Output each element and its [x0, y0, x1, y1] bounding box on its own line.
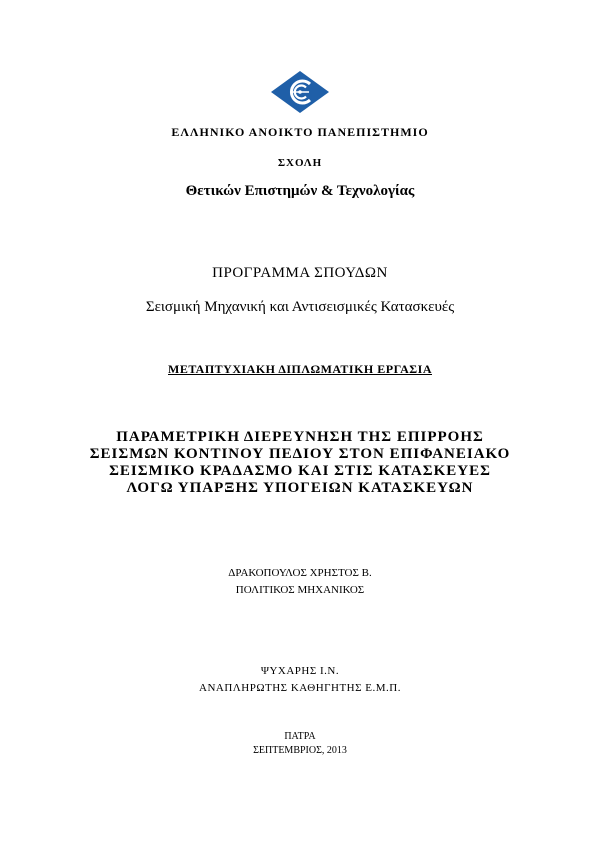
- author-block: [0, 565, 600, 599]
- advisor-role: ΑΝΑΠΛΗΡΩΤΗΣ ΚΑΘΗΓΗΤΗΣ Ε.Μ.Π.: [199, 682, 401, 694]
- date: ΣΕΠΤΕΜΒΡΙΟΣ, 2013: [253, 745, 347, 756]
- author-name: ΔΡΑΚΟΠΟΥΛΟΣ ΧΡΗΣΤΟΣ Β.: [228, 567, 372, 579]
- thesis-title-line: ΠΑΡΑΜΕΤΡΙΚΗ ΔΙΕΡΕΥΝΗΣΗ ΤΗΣ ΕΠΙΡΡΟΗΣ: [116, 429, 484, 445]
- advisor-block: [0, 663, 600, 697]
- place-date-block: [0, 730, 600, 758]
- thesis-type: ΜΕΤΑΠΤΥΧΙΑΚΗ ΔΙΠΛΩΜΑΤΙΚΗ ΕΡΓΑΣΙΑ: [168, 362, 432, 376]
- author-role: ΠΟΛΙΤΙΚΟΣ ΜΗΧΑΝΙΚΟΣ: [235, 584, 365, 596]
- place: ΠΑΤΡΑ: [284, 731, 316, 742]
- university-logo-icon: [270, 70, 330, 114]
- school-label: ΣΧΟΛΗ: [277, 157, 323, 169]
- advisor-name: ΨΥΧΑΡΗΣ Ι.Ν.: [260, 665, 340, 677]
- university-name: ΕΛΛΗΝΙΚΟ ΑΝΟΙΚΤΟ ΠΑΝΕΠΙΣΤΗΜΙΟ: [171, 125, 429, 139]
- program-label: ΠΡΟΓΡΑΜΜΑ ΣΠΟΥΔΩΝ: [212, 265, 388, 281]
- thesis-title-line: ΛΟΓΩ ΥΠΑΡΞΗΣ ΥΠΟΓΕΙΩΝ ΚΑΤΑΣΚΕΥΩΝ: [126, 480, 474, 496]
- faculty-name: Θετικών Επιστημών & Τεχνολογίας: [185, 183, 415, 199]
- thesis-title-line: ΣΕΙΣΜΩΝ ΚΟΝΤΙΝΟΥ ΠΕΔΙΟΥ ΣΤΟΝ ΕΠΙΦΑΝΕΙΑΚΟ: [89, 446, 511, 462]
- thesis-title-line: ΣΕΙΣΜΙΚΟ ΚΡΑΔΑΣΜΟ ΚΑΙ ΣΤΙΣ ΚΑΤΑΣΚΕΥΕΣ: [109, 463, 491, 479]
- program-name: Σεισμική Μηχανική και Αντισεισμικές Κατασκευές: [145, 299, 455, 315]
- thesis-title: [0, 429, 600, 497]
